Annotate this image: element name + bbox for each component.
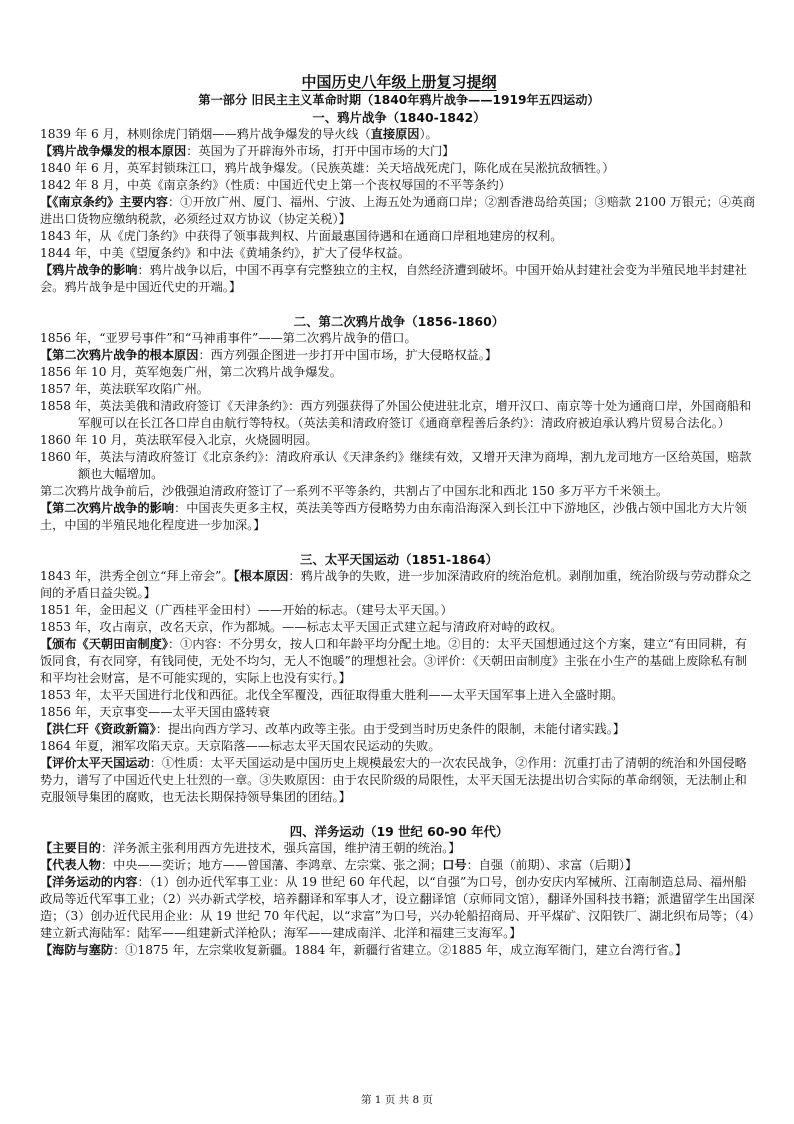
paragraph: 1856 年 10 月，英军炮轰广州，第二次鸦片战争爆发。 [40, 365, 342, 379]
paragraph: 【鸦片战争的影响：鸦片战争以后，中国不再享有完整独立的主权，自然经济遭到破坏。中国开始从封建社会变为半殖民地半封建社会。鸦片战争是中国近代史的开端。】 [40, 263, 747, 294]
paragraph: 【洋务运动的内容：（1）创办近代军事工业：从 19 世纪 60 年代起，以“自强”为口号，创办安庆内军械所、江南制造总局、福州船政局等近代军事工业；（2）兴办新式学校，培养翻译和军事人才，设立翻译馆（京师同文馆），翻译外国科技书籍；派遣留学生出国深造；（3）创办近代民用企业：从 19 世纪 70 年代起，以“求富”为口号，兴办轮船招商局、开平煤矿、汉阳铁厂、湖北织布局等；（4）建立新式海陆军：陆军——组建新式洋枪队；海军——建成南洋、北洋和福建三支海军。】 [40, 875, 755, 940]
paragraph: 第二次鸦片战争前后，沙俄强迫清政府签订了一系列不平等条约，共割占了中国东北和西北 150 多万平方千米领土。 [40, 484, 669, 498]
document-title: 中国历史八年级上册复习提纲 [301, 73, 497, 91]
paragraph: 1843 年，从《虎门条约》中获得了领事裁判权、片面最惠国待遇和在通商口岸租地建房的权利。 [40, 229, 563, 243]
paragraph: 【第二次鸦片战争的根本原因：西方列强企图进一步打开中国市场，扩大侵略权益。】 [40, 348, 498, 362]
paragraph: 【《南京条约》主要内容：①开放广州、厦门、福州、宁波、上海五处为通商口岸；②割香港岛给英国；③赔款 2100 万银元；④英商进出口货物应缴纳税款，必须经过双方协议（协定关税）】 [40, 195, 756, 226]
paragraph: 1839 年 6 月，林则徐虎门销烟——鸦片战争爆发的导火线（直接原因）。 [40, 127, 438, 141]
paragraph: 1853 年，太平天国进行北伐和西征。北伐全军覆没，西征取得重大胜利——太平天国军事上进入全盛时期。 [40, 688, 624, 702]
paragraph: 【洪仁玕《资政新篇》：提出向西方学习、改革内政等主张。由于受到当时历史条件的限制，未能付诸实践。】 [40, 722, 625, 736]
part-title: 第一部分 旧民主主义革命时期（1840年鸦片战争——1919年五四运动） [198, 93, 600, 107]
paragraph: 1856 年，天京事变——太平天国由盛转衰 [40, 705, 270, 719]
paragraph: 1844 年，中美《望厦条约》和中法《黄埔条约》，扩大了侵华权益。 [40, 246, 411, 260]
paragraph: 【颁布《天朝田亩制度》：①内容：不分男女，按人口和年龄平均分配土地。②目的：太平天国想通过这个方案，建立“有田同耕，有饭同食，有衣同穿，有钱同使，无处不均匀，无人不饱暖”的理想社会。③评价：《天朝田亩制度》主张在小生产的基础上废除私有制和平均社会财富，是不可能实现的，实际上也没有实行。】 [40, 637, 748, 685]
section-title-second-opium-war: 二、第二次鸦片战争（1856-1860） [293, 314, 505, 329]
paragraph: 1853 年，攻占南京，改名天京，作为都城。——标志太平天国正式建立起与清政府对峙的政权。 [40, 620, 563, 634]
paragraph: 1843 年，洪秀全创立“拜上帝会”。【根本原因：鸦片战争的失败，进一步加深清政府的统治危机。剥削加重，统治阶级与劳动群众之间的矛盾日益尖锐。】 [40, 569, 752, 600]
page-footer: 第 1 页 共 8 页 [360, 1094, 434, 1106]
paragraph: 1858 年，英法美俄和清政府签订《天津条约》：西方列强获得了外国公使进驻北京，增开汉口、南京等十处为通商口岸，外国商船和军舰可以在长江各口岸自由航行等特权。（英法美和清政府签订《通商章程善后条约》：清政府被迫承认鸦片贸易合法化。） [40, 399, 752, 430]
paragraph: 1851 年，金田起义（广西桂平金田村）——开始的标志。（建号太平天国。） [40, 603, 453, 617]
paragraph: 1860 年，英法与清政府签订《北京条约》：清政府承认《天津条约》继续有效，又增开天津为商埠，割九龙司地方一区给英国，赔款额也大幅增加。 [40, 450, 752, 481]
paragraph: 1856 年，“亚罗号事件”和“马神甫事件”——第二次鸦片战争的借口。 [40, 331, 417, 345]
document-page [40, 72, 758, 959]
paragraph: 【第二次鸦片战争的影响：中国丧失更多主权，英法美等西方侵略势力由东南沿海深入到长江中下游地区，沙俄占领中国北方大片领土，中国的半殖民地化程度进一步加深。】 [40, 501, 747, 532]
paragraph: 【代表人物：中央——奕䜣；地方——曾国藩、李鸿章、左宗棠、张之洞；口号：自强（前期）、求富（后期）】 [40, 858, 638, 872]
paragraph: 【评价太平天国运动：①性质：太平天国运动是中国历史上规模最宏大的一次农民战争，②作用：沉重打击了清朝的统治和外国侵略势力，谱写了中国近代史上壮烈的一章。③失败原因：由于农民阶级的局限性，太平天国无法提出切合实际的革命纲领，无法制止和克服领导集团的腐败，也无法长期保持领导集团的团结。】 [40, 756, 747, 804]
paragraph: 1840 年 6 月，英军封锁珠江口，鸦片战争爆发。（民族英雄：关天培战死虎门，陈化成在吴淞抗敌牺牲。） [40, 161, 615, 175]
paragraph: 1842 年 8 月，中英《南京条约》（性质：中国近代史上第一个丧权辱国的不平等条约） [40, 178, 511, 192]
paragraph: 1860 年 10 月，英法联军侵入北京，火烧圆明园。 [40, 433, 318, 447]
paragraph: 1864 年夏，湘军攻陷天京。天京陷落——标志太平天国农民运动的失败。 [40, 739, 441, 753]
section-title-opium-war: 一、鸦片战争（1840-1842） [312, 110, 486, 125]
section-title-taiping: 三、太平天国运动（1851-1864） [299, 552, 499, 567]
paragraph: 【主要目的：洋务派主张利用西方先进技术，强兵富国，维护清王朝的统治。】 [40, 841, 461, 855]
paragraph: 1857 年，英法联军攻陷广州。 [40, 382, 209, 396]
section-title-self-strengthening: 四、洋务运动（19 世纪 60-90 年代） [289, 824, 509, 839]
paragraph: 【鸦片战争爆发的根本原因：英国为了开辟海外市场，打开中国市场的大门】 [40, 144, 455, 158]
paragraph: 【海防与塞防：①1875 年，左宗棠收复新疆。1884 年，新疆行省建立。②1885 年，成立海军衙门，建立台湾行省。】 [40, 943, 688, 957]
